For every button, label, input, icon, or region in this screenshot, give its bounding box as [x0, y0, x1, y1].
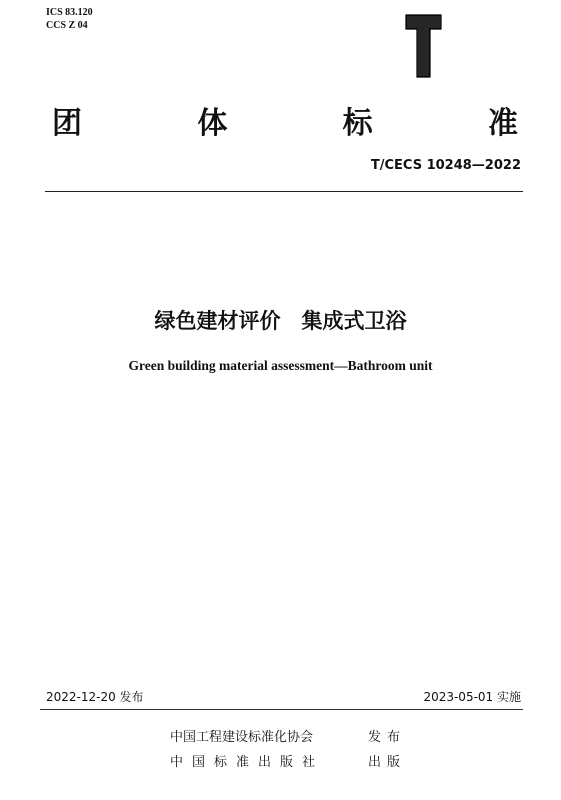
implementation-date: 2023-05-01 实施 — [423, 690, 521, 704]
title-chinese: 绿色建材评价 集成式卫浴 — [154, 309, 407, 333]
header-divider — [45, 191, 523, 192]
title-english: Green building material assessment—Bathroom unit — [128, 358, 433, 373]
issue-date: 2022-12-20 发布 — [46, 690, 144, 704]
publisher-name: 中国工程建设标准化协会 — [170, 730, 314, 745]
standard-type-heading — [52, 98, 518, 142]
standard-t-logo — [405, 14, 442, 78]
footer-divider — [40, 709, 523, 710]
standard-number: T/CECS 10248—2022 — [370, 158, 521, 173]
ics-code: ICS 83.120 — [46, 7, 93, 18]
standard-type-char: 标 — [342, 106, 373, 141]
publisher-action: 发布 — [368, 730, 407, 745]
standard-type-char: 体 — [197, 106, 228, 141]
publisher-action: 出版 — [368, 755, 407, 770]
standard-type-char: 团 — [52, 106, 82, 141]
classification-codes — [46, 6, 93, 32]
standard-type-char: 准 — [487, 106, 518, 141]
ccs-code: CCS Z 04 — [46, 20, 88, 31]
publisher-name: 中国标准出版社 — [170, 755, 325, 770]
